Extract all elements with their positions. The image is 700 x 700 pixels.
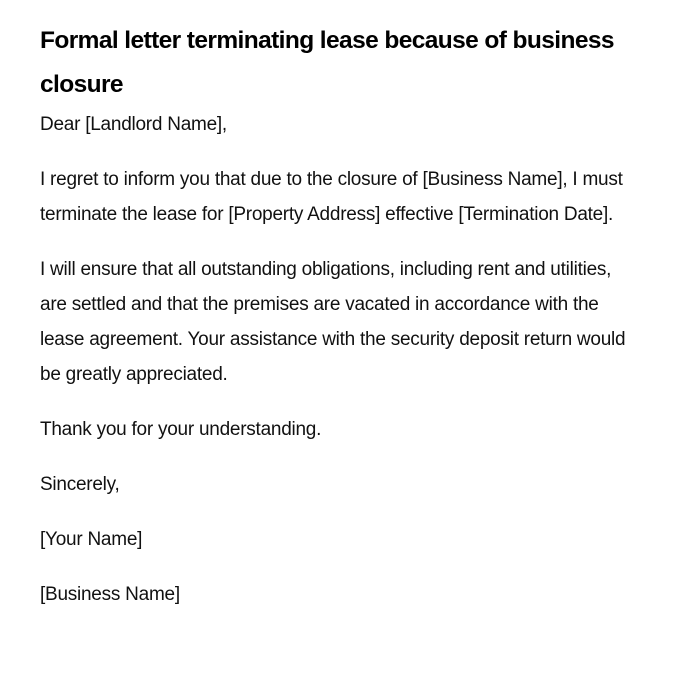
letter-greeting: Dear [Landlord Name],: [40, 114, 227, 135]
letter-paragraph-thanks: Thank you for your understanding.: [40, 419, 322, 440]
signature-name: [Your Name]: [40, 529, 143, 550]
letter-closing: Sincerely,: [40, 474, 120, 495]
letter-paragraph-obligations: I will ensure that all outstanding obligations, including rent and utilities, are settled and that the premises are vacated in accordance with the lease agreement. Your assistance with the security deposit return would be greatly appreciated.: [40, 259, 626, 385]
letter-document: [40, 19, 640, 632]
signature-business: [Business Name]: [40, 584, 180, 605]
letter-paragraph-intro: I regret to inform you that due to the closure of [Business Name], I must terminate the lease for [Property Address] effective [Termination Date].: [40, 169, 623, 225]
letter-title: Formal letter terminating lease because of business closure: [40, 27, 614, 98]
